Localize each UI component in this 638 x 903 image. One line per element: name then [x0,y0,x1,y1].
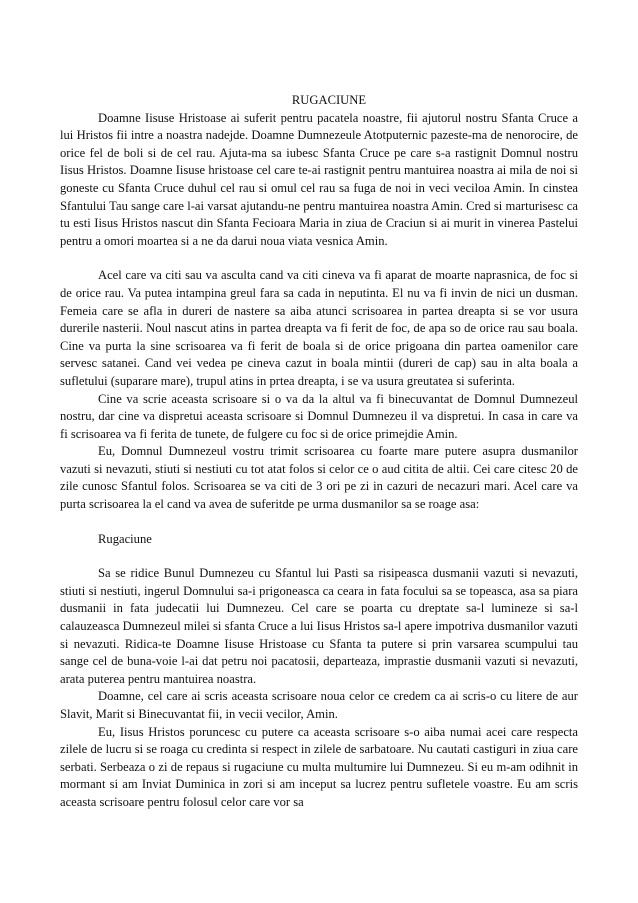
paragraph-command: Eu, Iisus Hristos poruncesc cu putere ca aceasta scrisoare s-o aiba numai acei care respecta zilele de lucru si se roaga cu credinta si respect in zilele de sarbatoare. Nu cautati castiguri in ziua care serbati. Serbeaza o zi de repaus si rugaciune cu multa multumire lui Dumnezeu. Si eu m-am odihnit in mormant si am Inviat Duminica in zori si am inceput sa lucrez pentru sufletele voastre. Eu am scris aceasta scrisoare pentru folosul celor care vor sa [60,724,578,809]
document-page [60,92,578,812]
paragraph-power: Eu, Domnul Dumnezeul vostru trimit scrisoarea cu foarte mare putere asupra dusmanilor vazuti si nevazuti, stiuti si nestiuti cu tot atat folos si celor ce o aud citita de altii. Cei care citesc 20 de zile cunosc Sfantul folos. Scrisoarea se va citi de 3 ori pe zi in cazuri de necazuri mari. Acel care va purta scrisoarea la el cand va avea de suferitde pe urma dusmanilor sa se roage asa: [60,444,578,512]
paragraph-blessing: Cine va scrie aceasta scrisoare si o va da la altul va fi binecuvantat de Domnul Dumnezeul nostru, dar cine va dispretui aceasta scrisoare si Domnul Dumnezeu il va dispretui. In casa in care va fi scrisoarea va fi ferita de tunete, de fulgere cu foc si de orice primejdie Amin. [60,391,578,441]
document-title: RUGACIUNE [291,93,367,107]
paragraph-prayer-intro: Doamne Iisuse Hristoase ai suferit pentru pacatela noastre, fii ajutorul nostru Sfanta Cruce a lui Hristos fii intre a noastra nadejde. Doamne Dumnezeule Atotputernic pazeste-ma de nenorocire, de orice fel de boli si de cel rau. Ajuta-ma sa iubesc Sfanta Cruce pe care s-a rastignit Domnul nostru Iisus Hristos. Doamne Iisuse hristoase cel care te-ai rastignit pentru mantuirea noastra ai mila de noi si goneste cu Sfanta Cruce duhul cel rau si omul cel rau sa fuga de noi in veci veciloa Amin. In cinstea Sfantului Tau sange care l-ai varsat ajutandu-ne pentru mantuirea noastra Amin. Cred si marturisesc ca tu esti Iisus Hristos nascut din Sfanta Fecioara Maria in ziua de Craciun si ai murit in vinerea Pastelui pentru a omori moartea si a ne da darui noua viata vesnica Amin. [60,110,578,248]
paragraph-glory: Doamne, cel care ai scris aceasta scrisoare noua celor ce credem ca ai scris-o cu litere de aur Slavit, Marit si Binecuvantat fii, in vecii vecilor, Amin. [60,689,578,721]
section-heading: Rugaciune [98,531,152,546]
paragraph-protection: Acel care va citi sau va asculta cand va citi cineva va fi aparat de moarte naprasnica, de foc si de orice rau. Va putea intampina greul fara sa cada in neputinta. El nu va fi invin de nici un dusman. Femeia care se afla in dureri de nastere sa aiba atunci scrisoarea in partea dreapta si se vor usura durerile nasterii. Noul nascut atins in partea dreapta va fi ferit de foc, de apa so de orice rau sau boala. Cine va purta la sine scrisoarea va fi ferit de boala si de orice prigoana din partea oamenilor care servesc satanei. Cand vei vedea pe cineva cazut in boala mintii (dureri de cap) sau in alta boala a sufletului (suparare mare), trupul atins in prtea dreapta, i se va usura greutatea si suferinta. [60,268,578,388]
paragraph-second-prayer: Sa se ridice Bunul Dumnezeu cu Sfantul lui Pasti sa risipeasca dusmanii vazuti si nevazuti, stiuti si nestiuti, ingerul Domnului sa-i prigoneasca ca ceara in fata focului sa se topeasca, asa sa piara dusmanii in fata judecatii lui Dumnezeu. Cel care se poarta cu dreptate sa-l lumineze si sa-l calauzeasca Dumnezeul milei si sfanta Cruce a lui Iisus Hristos sa-l apere impotriva dusmanilor vazuti si nevazuti. Ridica-te Doamne Iisuse Hristoase cu Sfanta ta putere si prin varsarea scumpului tau sange cel de buna-voie l-ai dat petru noi pacatosii, departeaza, imprastie dusmanii vazuti si nevazuti, arata puterea pentru mantuirea noastra. [60,566,578,686]
